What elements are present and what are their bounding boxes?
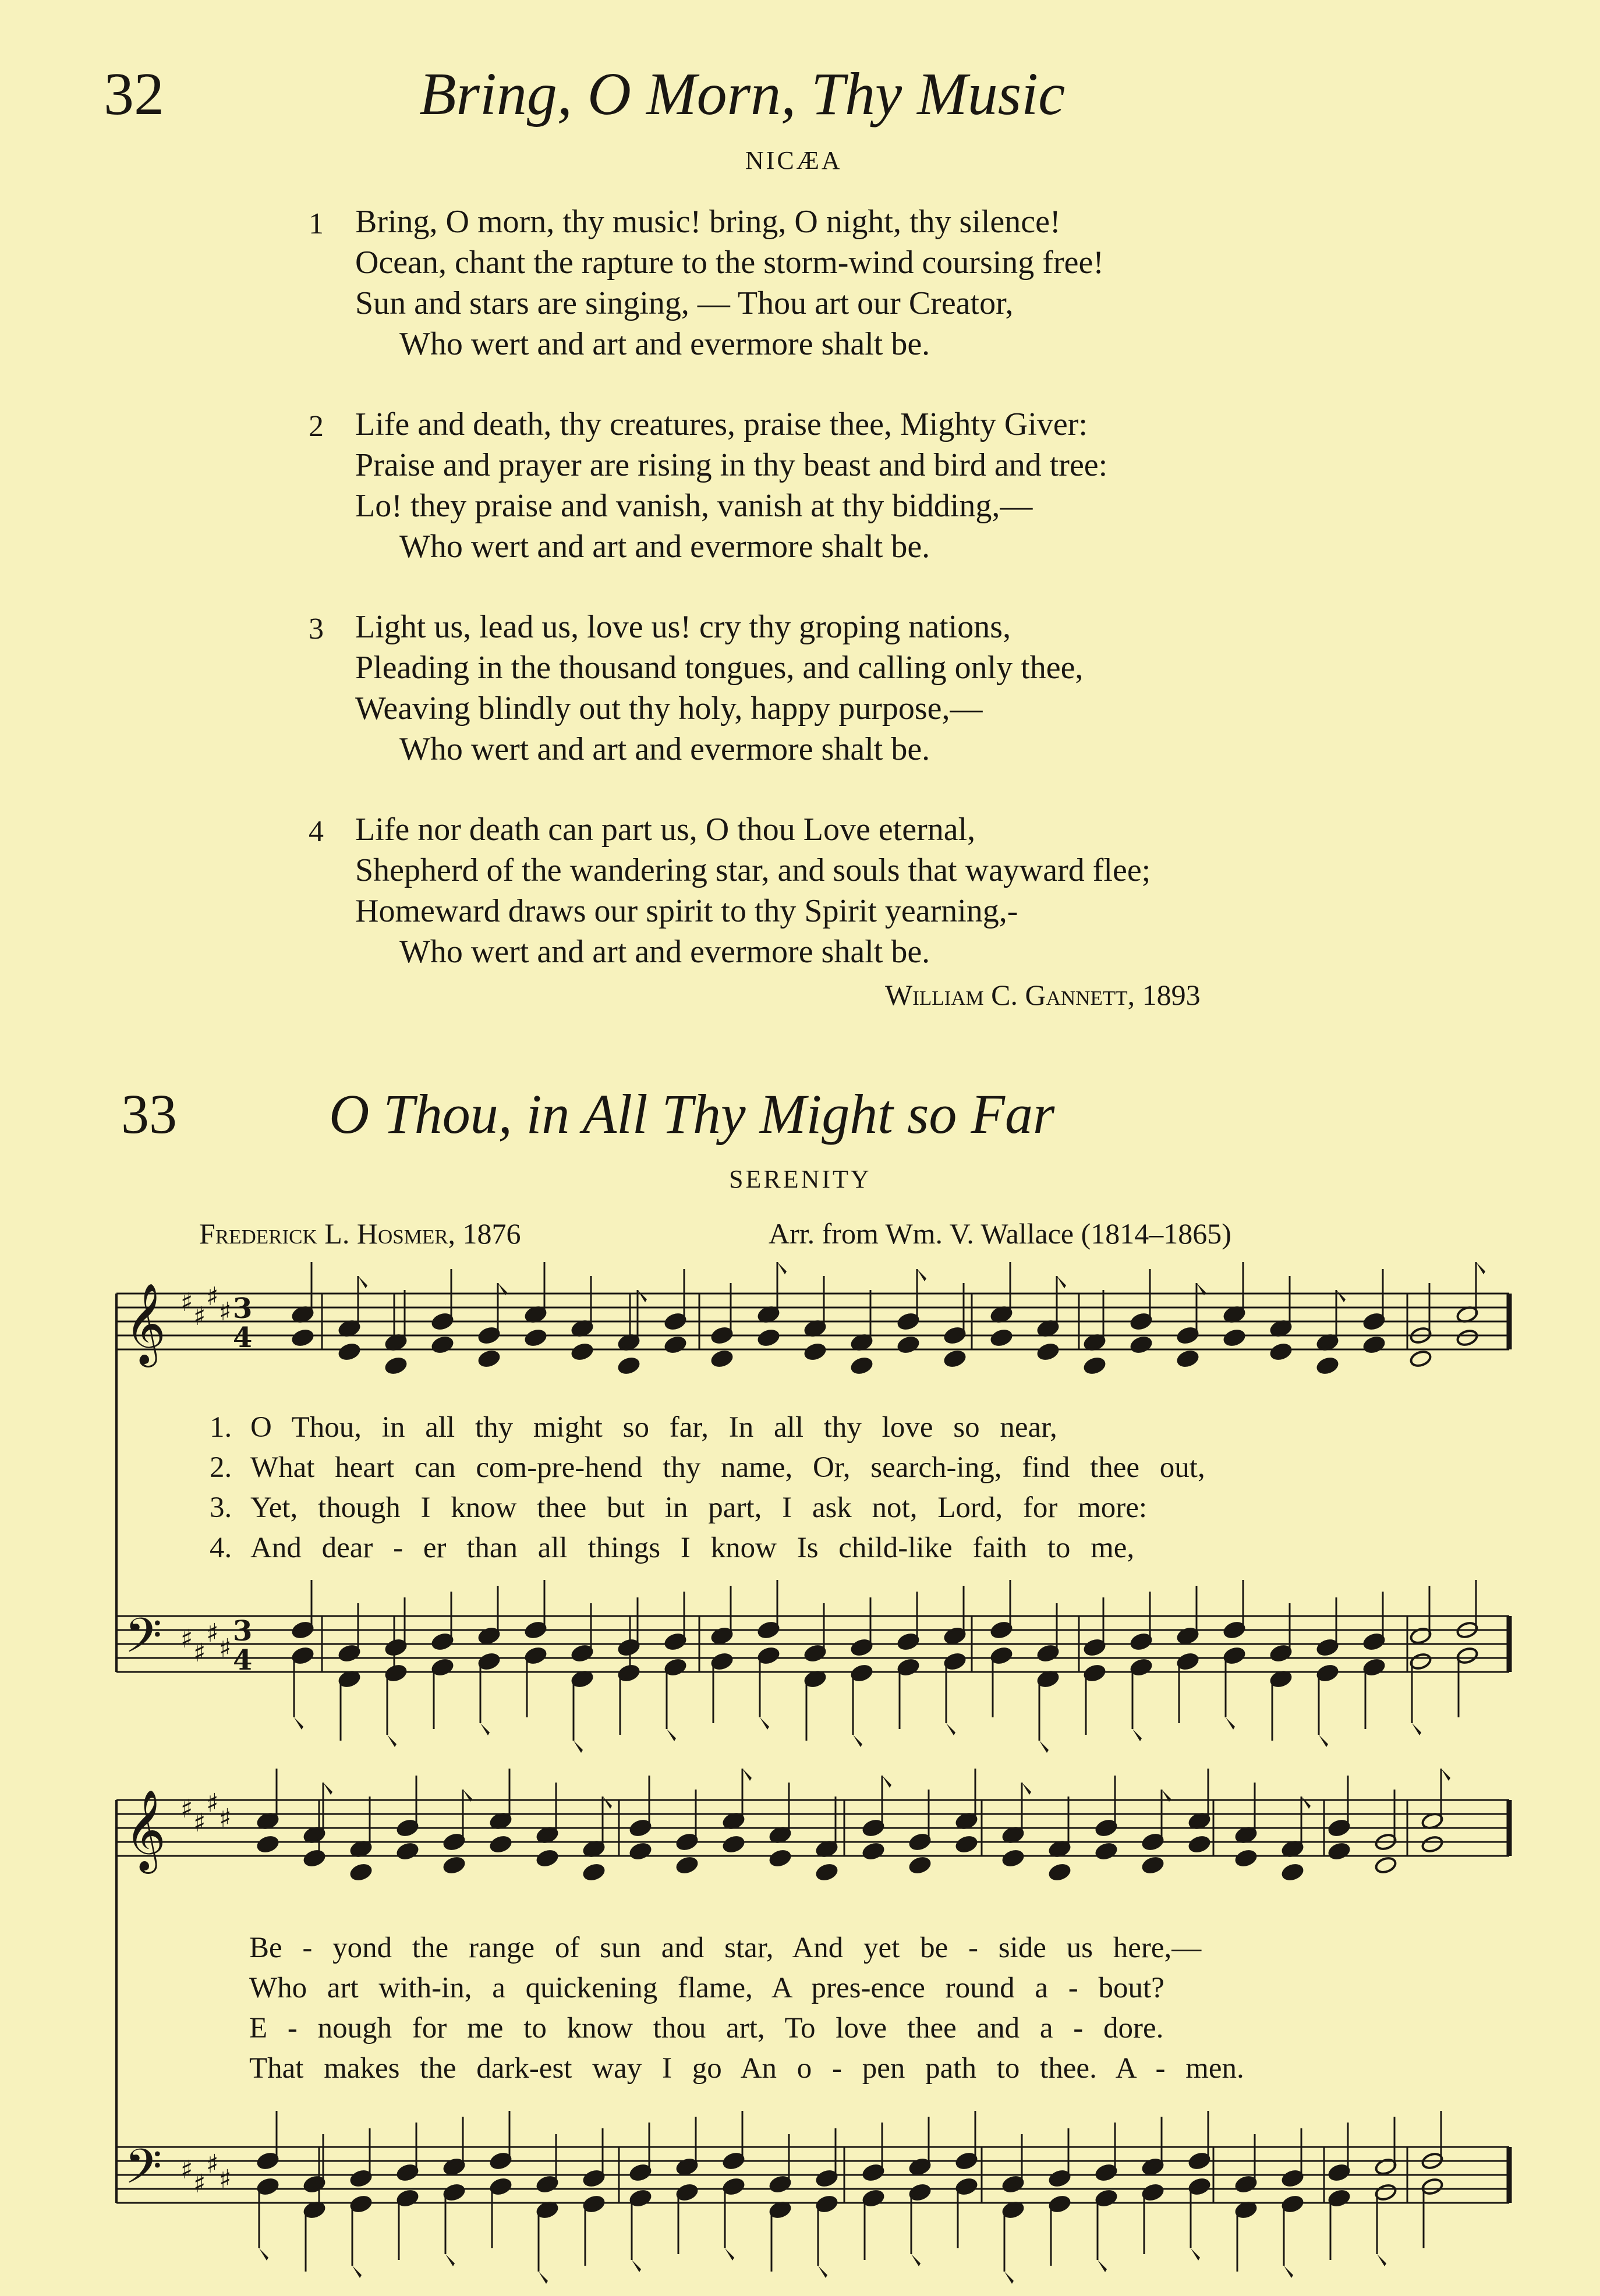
note-head: [1316, 1356, 1339, 1375]
time-signature-bottom: 4: [233, 1644, 253, 1677]
page-number: 32: [104, 61, 164, 127]
sharp-sign: ♯: [193, 2169, 206, 2199]
note-head: [536, 1849, 558, 1868]
note-flag: [1004, 2272, 1014, 2284]
verse-line-text: Pleading in the thousand tongues, and calling only thee,: [355, 650, 1084, 686]
lyric-line: That makes the dark-est way I go An o - pen path to thee. A - men.: [249, 2052, 1244, 2085]
lyric-text: What heart can com-pre-hend thy name, Or, search-ing, find thee out,: [250, 1451, 1205, 1484]
verse-line-text: Sun and stars are singing, — Thou art our Creator,: [355, 285, 1014, 321]
note-head: [617, 1356, 640, 1375]
note-head: [815, 1863, 838, 1882]
note-flag: [480, 1723, 490, 1735]
note-head: [1095, 1842, 1117, 1861]
lyric-line: Who art with-in, a quickening flame, A pres-ence round a - bout?: [249, 1972, 1164, 2004]
note-head: [722, 1835, 745, 1854]
note-flag: [1057, 1276, 1066, 1288]
note-head: [431, 1335, 454, 1354]
hymn-33-number: 33: [121, 1083, 177, 1145]
hymn-32-title: Bring, O Morn, Thy Music: [419, 61, 1066, 127]
verse-number: 3: [309, 612, 324, 646]
note-head: [256, 1835, 279, 1854]
note-head: [571, 1342, 593, 1361]
note-head: [1176, 1349, 1199, 1368]
note-head: [1374, 1856, 1397, 1875]
verse-line-text: Praise and prayer are rising in thy beast and bird and tree:: [355, 447, 1108, 483]
note-flag: [1022, 1783, 1031, 1795]
lyric-line: E - nough for me to know thou art, To love thee and a - dore.: [249, 2012, 1164, 2045]
note-flag: [1319, 1735, 1328, 1747]
note-flag: [667, 1729, 676, 1741]
note-flag: [358, 1276, 367, 1288]
note-flag: [539, 2272, 548, 2284]
note-head: [1362, 1335, 1385, 1354]
system-1-lyrics: [210, 1408, 1491, 1568]
verse-line-text: Life nor death can part us, O thou Love eternal,: [355, 812, 976, 848]
note-head: [943, 1349, 966, 1368]
note-head: [338, 1342, 360, 1361]
note-head: [1328, 1842, 1350, 1861]
note-head: [955, 1835, 978, 1854]
verse-number: 2: [309, 410, 324, 443]
note-flag: [352, 2266, 362, 2278]
note-flag: [946, 1723, 955, 1735]
note-head: [1001, 1849, 1024, 1868]
note-flag: [1132, 1729, 1142, 1741]
verse-line-text: Bring, O morn, thy music! bring, O night, thy silence!: [355, 204, 1061, 240]
hymn-33-music-credit: Arr. from Wm. V. Wallace (1814–1865): [769, 1217, 1231, 1250]
sharp-sign: ♯: [180, 1624, 193, 1654]
note-head: [664, 1335, 686, 1354]
note-head: [769, 1849, 791, 1868]
lyric-line: [210, 1408, 1491, 1448]
lyric-text: Yet, though I know thee but in part, I ask not, Lord, for more:: [250, 1491, 1148, 1524]
note-flag: [1098, 2260, 1107, 2272]
note-flag: [1191, 2248, 1200, 2260]
verse-line-text: Who wert and art and evermore shalt be.: [399, 731, 930, 767]
hymn-32-tune-name: NICÆA: [745, 146, 843, 175]
bass-clef: 𝄢: [125, 2138, 162, 2206]
sharp-sign: ♯: [219, 1804, 232, 1833]
note-head: [1036, 1342, 1059, 1361]
stanza-number: 2.: [210, 1451, 232, 1484]
note-head: [897, 1335, 919, 1354]
hymn-33-words-credit: Frederick L. Hosmer, 1876: [199, 1217, 521, 1250]
note-head: [990, 1328, 1013, 1347]
note-flag: [777, 1262, 787, 1274]
verse-line-text: Lo! they praise and vanish, vanish at thy bidding,—: [355, 488, 1033, 524]
verse-line-text: Weaving blindly out thy holy, happy purpose,—: [355, 690, 983, 727]
note-flag: [1301, 1797, 1311, 1809]
note-head: [710, 1349, 733, 1368]
note-head: [1234, 1849, 1257, 1868]
note-head: [396, 1842, 419, 1861]
verse-number: 1: [309, 207, 324, 240]
note-head: [1083, 1356, 1106, 1375]
note-flag: [917, 1269, 926, 1281]
verse-line-text: Homeward draws our spirit to thy Spirit yearning,-: [355, 893, 1018, 929]
lyric-line: [210, 1448, 1491, 1488]
note-flag: [1441, 1769, 1450, 1781]
note-head: [1421, 1835, 1443, 1854]
note-flag: [1039, 1741, 1049, 1753]
sharp-sign: ♯: [219, 2164, 232, 2194]
note-head: [757, 1328, 780, 1347]
sharp-sign: ♯: [206, 1788, 219, 1818]
bass-clef: 𝄢: [125, 1607, 162, 1675]
note-head: [1281, 1863, 1304, 1882]
note-flag: [760, 1717, 769, 1730]
sharp-sign: ♯: [193, 1638, 206, 1668]
verse-line-text: Who wert and art and evermore shalt be.: [399, 529, 930, 565]
hymn-32-author: William C. Gannett, 1893: [885, 979, 1201, 1011]
note-head: [1048, 1863, 1071, 1882]
note-head: [524, 1328, 547, 1347]
note-head: [303, 1849, 325, 1868]
verse-line-text: Ocean, chant the rapture to the storm-wind coursing free!: [355, 245, 1104, 281]
sharp-sign: ♯: [206, 1618, 219, 1648]
verse-line-text: Life and death, thy creatures, praise thee, Mighty Giver:: [355, 406, 1088, 442]
verse-line-text: Light us, lead us, love us! cry thy groping nations,: [355, 609, 1011, 645]
note-head: [862, 1842, 884, 1861]
note-head: [489, 1835, 512, 1854]
note-flag: [1284, 2266, 1293, 2278]
note-head: [803, 1342, 826, 1361]
system-2-lyrics: [249, 1928, 1530, 2089]
verse-number: 4: [309, 815, 324, 848]
lyric-line: Be - yond the range of sun and star, And yet be - side us here,—: [249, 1932, 1202, 1964]
note-flag: [1476, 1262, 1485, 1274]
time-signature-top: 3: [233, 1292, 253, 1325]
hymn-33-title: O Thou, in All Thy Might so Far: [329, 1083, 1055, 1145]
verse-line-text: Shepherd of the wandering star, and souls that wayward flee;: [355, 852, 1151, 888]
note-flag: [638, 1290, 647, 1302]
note-head: [582, 1863, 605, 1882]
note-head: [908, 1856, 931, 1875]
note-flag: [294, 1717, 303, 1730]
note-head: [384, 1356, 407, 1375]
note-flag: [725, 2248, 734, 2260]
note-flag: [1336, 1290, 1346, 1302]
sharp-sign: ♯: [193, 1808, 206, 1838]
verse-line-text: Who wert and art and evermore shalt be.: [399, 326, 930, 362]
treble-clef: 𝄞: [125, 1283, 166, 1364]
time-signature-bottom: 4: [233, 1321, 253, 1354]
time-signature-top: 3: [233, 1615, 253, 1647]
hymn-33-tune-name: SERENITY: [729, 1165, 872, 1193]
note-head: [1409, 1349, 1432, 1368]
note-flag: [323, 1783, 332, 1795]
note-flag: [1412, 1723, 1421, 1735]
note-flag: [445, 2254, 455, 2266]
sharp-sign: ♯: [219, 1297, 232, 1327]
note-flag: [387, 1735, 397, 1747]
note-flag: [574, 1741, 583, 1753]
note-flag: [818, 2266, 827, 2278]
note-head: [629, 1842, 652, 1861]
sharp-sign: ♯: [219, 1634, 232, 1663]
note-head: [675, 1856, 698, 1875]
note-flag: [1226, 1717, 1235, 1730]
note-head: [349, 1863, 372, 1882]
lyric-text: O Thou, in all thy might so far, In all thy love so near,: [250, 1411, 1057, 1444]
note-head: [443, 1856, 465, 1875]
lyric-line: [210, 1488, 1491, 1528]
note-head: [1188, 1835, 1210, 1854]
note-head: [1141, 1856, 1164, 1875]
sharp-sign: ♯: [180, 2155, 193, 2185]
note-flag: [603, 1797, 612, 1809]
lyric-text: And dear - er than all things I know Is child-like faith to me,: [250, 1532, 1135, 1564]
verse-line-text: Who wert and art and evermore shalt be.: [399, 934, 930, 970]
stanza-number: 1.: [210, 1411, 232, 1444]
stanza-number: 3.: [210, 1491, 232, 1524]
note-flag: [259, 2248, 268, 2260]
note-flag: [742, 1769, 752, 1781]
sharp-sign: ♯: [180, 1288, 193, 1317]
stanza-number: 4.: [210, 1532, 232, 1564]
note-head: [291, 1328, 314, 1347]
note-flag: [911, 2254, 921, 2266]
note-head: [1130, 1335, 1152, 1354]
note-head: [1223, 1328, 1245, 1347]
note-flag: [853, 1735, 862, 1747]
sharp-sign: ♯: [206, 2149, 219, 2179]
sharp-sign: ♯: [180, 1794, 193, 1824]
note-head: [1456, 1328, 1478, 1347]
note-flag: [882, 1776, 891, 1788]
note-head: [477, 1349, 500, 1368]
note-head: [850, 1356, 873, 1375]
note-flag: [632, 2260, 641, 2272]
note-flag: [1377, 2254, 1386, 2266]
treble-clef: 𝄞: [125, 1790, 166, 1870]
note-head: [1269, 1342, 1292, 1361]
lyric-line: [210, 1528, 1491, 1568]
sharp-sign: ♯: [206, 1282, 219, 1312]
sharp-sign: ♯: [193, 1302, 206, 1331]
